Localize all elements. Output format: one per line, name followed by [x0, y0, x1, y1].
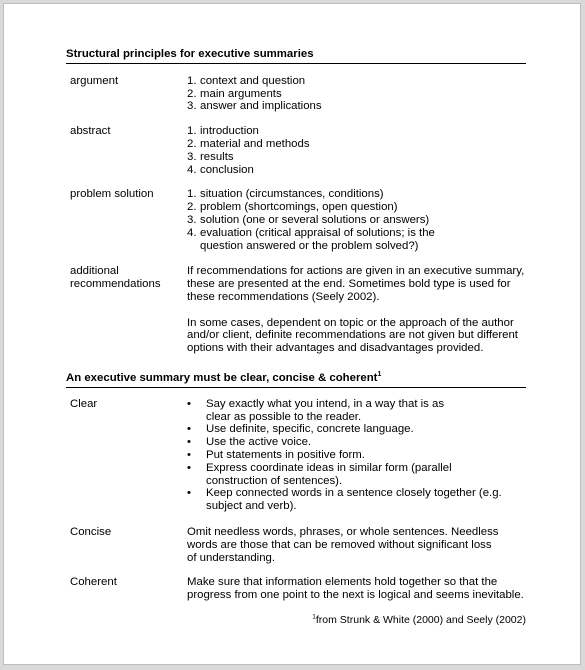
list-number: 2.	[187, 87, 197, 100]
row-clear	[66, 398, 526, 513]
list-text: situation (circumstances, conditions)	[200, 188, 384, 201]
list-number: 3.	[187, 150, 197, 163]
list-item	[187, 151, 526, 164]
document-page	[3, 3, 581, 665]
list-number: 4.	[187, 226, 197, 239]
label-line: additional	[70, 265, 119, 278]
list-item	[187, 449, 526, 462]
list-text: conclusion	[200, 163, 254, 176]
bullet-icon: •	[187, 436, 191, 449]
footnote-marker: 1	[377, 371, 382, 379]
coherent-text: Make sure that information elements hold together so that the progress from one point to the next is logical and seems inevitable.	[187, 576, 524, 602]
row-label-concise: Concise	[70, 525, 112, 538]
list-number: 1.	[187, 74, 197, 87]
list-text: Use definite, specific, concrete language.	[206, 423, 414, 436]
list-item	[187, 100, 526, 113]
list-text: Put statements in positive form.	[206, 448, 365, 461]
list-item	[187, 138, 526, 151]
list-item	[187, 398, 526, 424]
list-item	[187, 487, 526, 513]
list-text: Express coordinate ideas in similar form (parallel construction of sentences).	[206, 461, 452, 487]
section-heading-structural	[66, 48, 526, 64]
list-item	[187, 214, 526, 227]
list-text: Say exactly what you intend, in a way that is as clear as possible to the reader.	[206, 397, 445, 423]
list-text: Use the active voice.	[206, 436, 312, 449]
list-number: 2.	[187, 137, 197, 150]
list-text: solution (one or several solutions or answers)	[200, 213, 430, 226]
list-item	[187, 423, 526, 436]
list-item	[187, 125, 526, 138]
page-content	[66, 48, 526, 627]
list-item	[187, 436, 526, 449]
paragraph: In some cases, dependent on topic or the approach of the author and/or client, definite recommendations are not given but different options with their advantages and disadvantages provided.	[187, 316, 518, 355]
list-text: main arguments	[200, 87, 282, 100]
list-text: evaluation (critical appraisal of solutions; is the question answered or the problem solved?)	[200, 226, 435, 252]
recommendations-text	[187, 265, 526, 355]
list-number: 1.	[187, 125, 197, 138]
row-argument	[66, 75, 526, 113]
row-additional-recommendations	[66, 265, 526, 355]
list-item	[187, 188, 526, 201]
row-abstract	[66, 125, 526, 176]
footnote-text: from Strunk & White (2000) and Seely (2002)	[315, 613, 526, 626]
row-label-problem-solution: problem solution	[70, 188, 154, 201]
row-problem-solution	[66, 188, 526, 252]
bullet-icon: •	[187, 397, 191, 410]
list-item	[187, 462, 526, 488]
label-line: recommendations	[70, 278, 161, 291]
list-text: answer and implications	[200, 100, 322, 113]
bullet-list-clear	[187, 398, 526, 513]
row-coherent	[66, 576, 526, 602]
footnote	[66, 614, 526, 627]
list-text: context and question	[200, 74, 306, 87]
bullet-icon: •	[187, 448, 191, 461]
section-heading-structural-text: Structural principles for executive summaries	[66, 48, 314, 60]
list-number: 1.	[187, 188, 197, 201]
numbered-list-problem-solution	[187, 188, 526, 252]
list-text: introduction	[200, 125, 259, 138]
list-item	[187, 88, 526, 101]
row-label-abstract: abstract	[70, 125, 111, 138]
concise-text: Omit needless words, phrases, or whole sentences. Needless words are those that can be removed without significant loss of understanding.	[187, 525, 499, 564]
bullet-icon: •	[187, 461, 191, 474]
list-text: problem (shortcomings, open question)	[200, 201, 398, 214]
list-number: 2.	[187, 201, 197, 214]
bullet-icon: •	[187, 487, 191, 500]
list-text: Keep connected words in a sentence closely together (e.g. subject and verb).	[206, 487, 502, 513]
paragraph: If recommendations for actions are given in an executive summary, these are presented at the end. Sometimes bold type is used for these recommendations (Seely 2002).	[187, 265, 525, 303]
list-text: results	[200, 150, 234, 163]
row-concise	[66, 526, 526, 564]
list-item	[187, 201, 526, 214]
list-item	[187, 227, 526, 253]
row-label-additional-recommendations	[66, 265, 187, 355]
row-label-clear: Clear	[70, 397, 98, 410]
list-text: material and methods	[200, 137, 310, 150]
list-item	[187, 75, 526, 88]
list-number: 3.	[187, 100, 197, 113]
footnote-number: 1	[312, 613, 316, 621]
bullet-icon: •	[187, 423, 191, 436]
row-label-argument: argument	[70, 74, 119, 87]
section-heading-text: An executive summary must be clear, concise & coherent	[66, 371, 378, 384]
list-number: 3.	[187, 213, 197, 226]
list-item	[187, 164, 526, 177]
section-heading-clear-concise-coherent	[66, 372, 526, 388]
row-label-coherent: Coherent	[70, 576, 117, 589]
numbered-list-abstract	[187, 125, 526, 176]
list-number: 4.	[187, 163, 197, 176]
numbered-list-argument	[187, 75, 526, 113]
